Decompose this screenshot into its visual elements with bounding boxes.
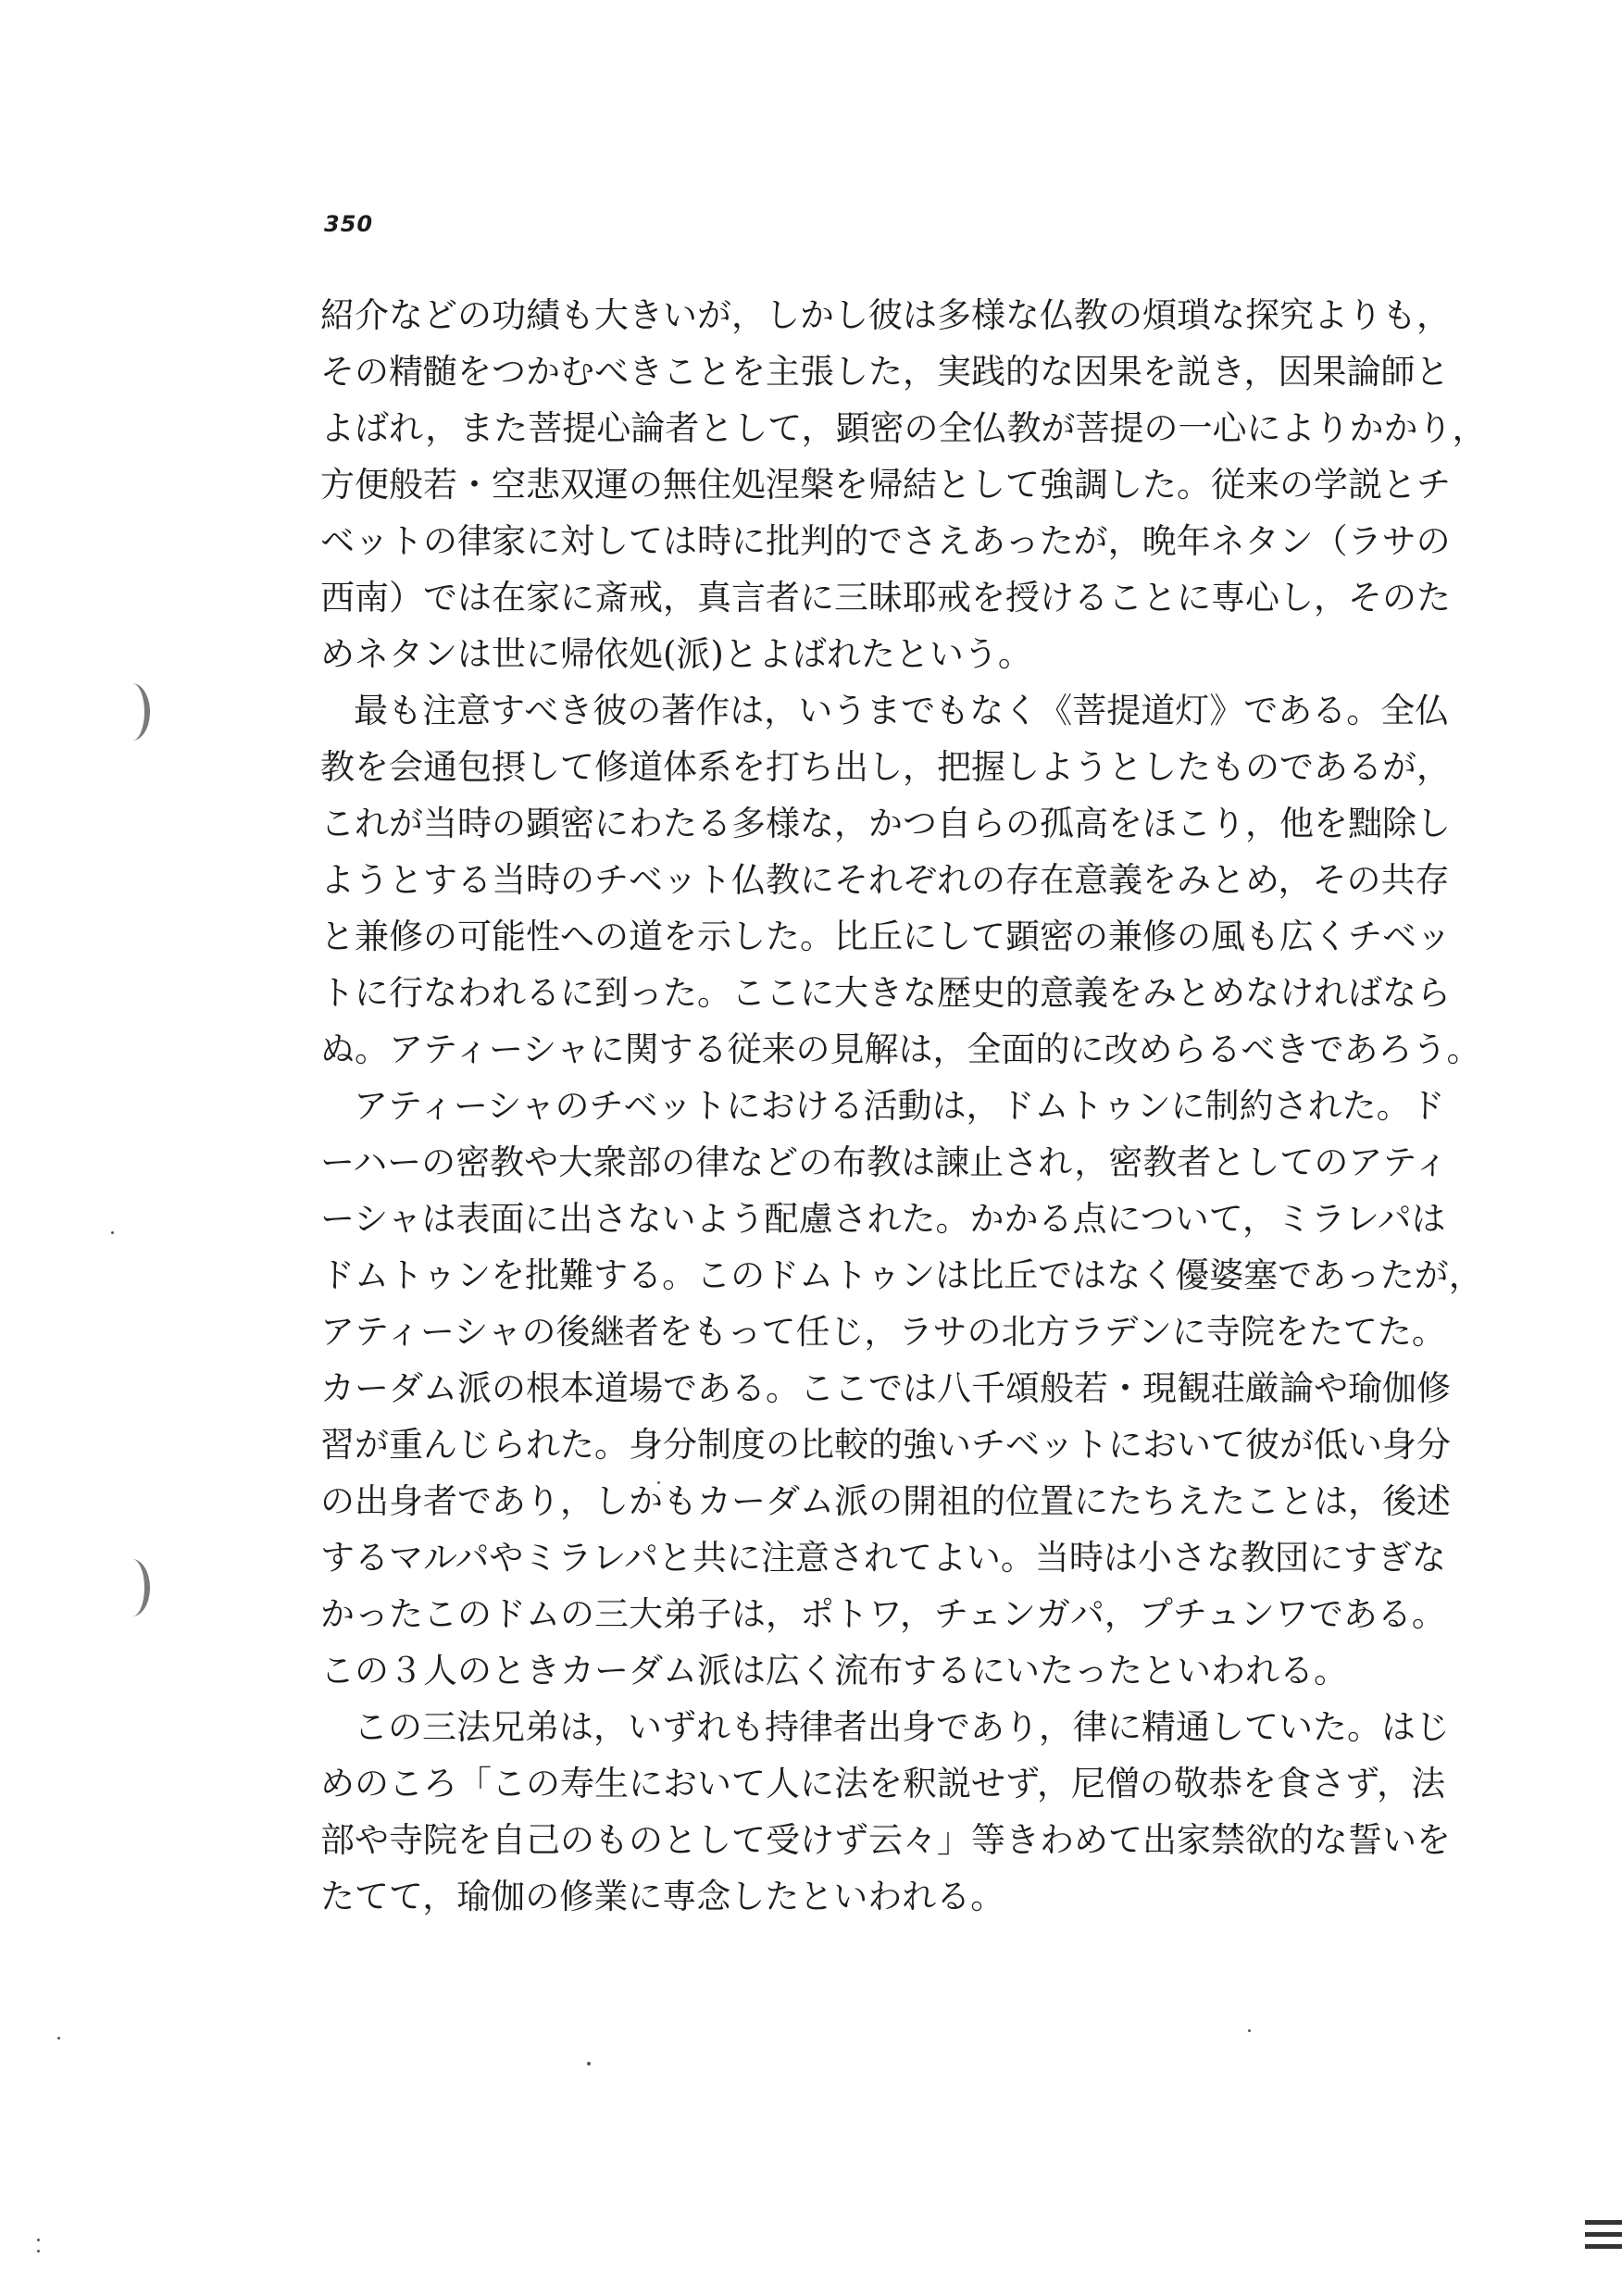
text-line: たてて，瑜伽の修業に専念したといわれる。 [320, 1877, 1005, 1916]
corner-scan-artifact [1585, 2213, 1622, 2268]
scan-speck [111, 1231, 114, 1234]
binding-shadow-bottom [120, 1559, 150, 1616]
text-line: めネタンは世に帰依処(派)とよばれたという。 [320, 634, 1032, 674]
text-line: 西南）では在家に斎戒，真言者に三昧耶戒を授けることに専心し，そのた [320, 578, 1451, 618]
text-line: これが当時の顕密にわたる多様な，かつ自らの孤高をほこり，他を黜除し [320, 804, 1451, 843]
text-line: 紹介などの功績も大きいが，しかし彼は多様な仏教の煩瑣な探究よりも， [320, 295, 1451, 335]
text-line: ぬ。アティーシャに関する従来の見解は，全面的に改めらるべきであろう。 [320, 1029, 1481, 1069]
scan-speck [37, 2239, 40, 2241]
text-line: アティーシャの後継者をもって任じ，ラサの北方ラデンに寺院をたてた。 [320, 1312, 1446, 1352]
text-line: かったこのドムの三大弟子は，ポトワ，チェンガパ，プチュンワである。 [320, 1594, 1446, 1634]
text-line: その精髄をつかむべきことを主張した，実践的な因果を説き，因果論師と [320, 352, 1450, 392]
scan-speck [1248, 2029, 1251, 2032]
text-line: この３人のときカーダム派は広く流布するにいたったといわれる。 [320, 1651, 1348, 1691]
scan-speck [37, 2250, 40, 2252]
text-line: するマルパやミラレパと共に注意されてよい。当時は小さな教団にすぎな [320, 1538, 1446, 1578]
text-line: ーハーの密教や大衆部の律などの布教は諫止され，密教者としてのアティ [320, 1142, 1449, 1182]
body-text [320, 287, 1487, 1925]
text-line: 最も注意すべき彼の著作は，いうまでもなく《菩提道灯》である。全仏 [354, 691, 1450, 730]
text-line: トに行なわれるに到った。ここに大きな歴史的意義をみとめなければなら [320, 973, 1451, 1013]
page-number: 350 [324, 211, 374, 237]
text-line: 習が重んじられた。身分制度の比較的強いチベットにおいて彼が低い身分 [320, 1425, 1451, 1465]
text-line: アティーシャのチベットにおける活動は，ドムトゥンに制約された。ド [354, 1086, 1445, 1126]
text-line: ベットの律家に対しては時に批判的でさえあったが，晩年ネタン（ラサの [320, 521, 1451, 561]
text-line: 教を会通包摂して修道体系を打ち出し，把握しようとしたものであるが， [320, 747, 1451, 787]
text-line: この三法兄弟は，いずれも持律者出身であり，律に精通していた。はじ [354, 1707, 1450, 1747]
text-line: 部や寺院を自己のものとして受けず云々」等きわめて出家禁欲的な誓いを [320, 1820, 1451, 1860]
scan-speck [57, 2037, 60, 2040]
text-line: と兼修の可能性への道を示した。比丘にして顕密の兼修の風も広くチベッ [320, 917, 1451, 956]
text-line: ドムトゥンを批難する。このドムトゥンは比丘ではなく優婆塞であったが， [320, 1255, 1483, 1295]
text-line: よばれ，また菩提心論者として，顕密の全仏教が菩提の一心によりかかり， [320, 408, 1487, 448]
text-line: カーダム派の根本道場である。ここでは八千頌般若・現観荘厳論や瑜伽修 [320, 1368, 1451, 1408]
scan-speck [587, 2062, 591, 2065]
text-line: 方便般若・空悲双運の無住処涅槃を帰結として強調した。従来の学説とチ [320, 465, 1451, 505]
binding-shadow-top [120, 683, 150, 741]
text-line: めのころ「この寿生において人に法を釈説せず，尼僧の敬恭を食さず，法 [320, 1764, 1446, 1803]
text-line: ーシャは表面に出さないよう配慮された。かかる点について，ミラレパは [320, 1199, 1446, 1239]
text-line: ようとする当時のチベット仏教にそれぞれの存在意義をみとめ，その共存 [320, 860, 1450, 900]
text-line: の出身者であり，しかもカーダム派の開祖的位置にたちえたことは，後述 [320, 1481, 1451, 1521]
